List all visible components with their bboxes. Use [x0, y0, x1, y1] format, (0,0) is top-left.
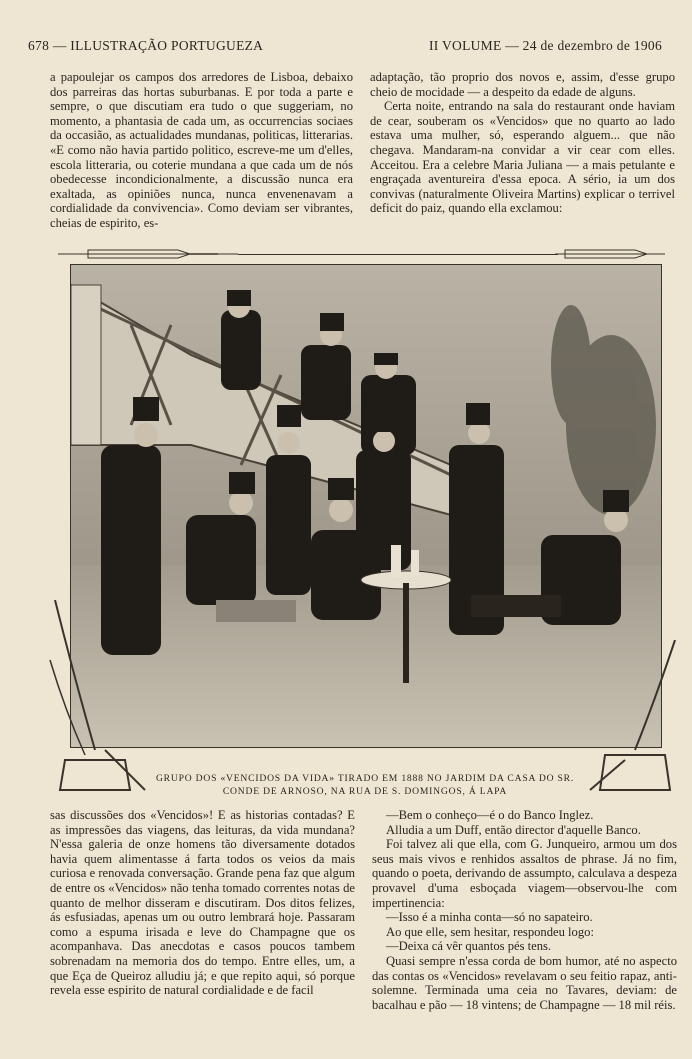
header-right: II VOLUME — 24 de dezembro de 1906	[428, 38, 662, 53]
pen-ornament-left-icon	[58, 246, 238, 262]
paragraph: sas discussões dos «Vencidos»! E as historias contadas? E as impressões das viagens, das leituras, da vida mundana? N'essa galeria de onze homens tão diversamente dotados havia quem alimentasse á farta todos os veios da mais curiosa e renovada conversação. Grande pena faz que algum de entre os «Vencidos» não tenha tomado correntes notas de quanto de melhor disseram e discutiram. Dos ditos felizes, ás esfusiadas, apenas um ou outro lembrará hoje. Passaram como a espuma irisada e leve do Champagne que os acompanhava. Das anecdotas e casos poucos tambem sobrenadam na memoria dos do tempo. Entre elles, um, a que Eça de Queiroz alludiu já; e que repito aqui, só porque revela esse espirito de natural cordialidade e de facil	[50, 808, 355, 998]
header-left: 678 — ILLUSTRAÇÃO PORTUGUEZA	[28, 38, 264, 53]
column-top-right	[370, 70, 675, 216]
column-top-left	[50, 70, 353, 231]
ornament-rule	[238, 254, 558, 255]
inkwell-ornament-left-icon	[45, 600, 155, 800]
group-photograph	[70, 264, 662, 748]
pen-ornament-right-icon	[555, 246, 665, 262]
paragraph: —Bem o conheço—é o do Banco Inglez.	[386, 808, 594, 822]
paragraph: Ao que elle, sem hesitar, respondeu logo:	[386, 924, 594, 939]
paragraph: Foi talvez ali que ella, com G. Junqueiro, armou um dos seus mais vivos e renhidos assaltos de phrase. Já no fim, quando o poeta, derivando de assumpto, calculava a despeza provavel d'uma esboçada viagem—observou-lhe com impertinencia:	[372, 837, 677, 910]
column-bottom-left	[50, 808, 355, 998]
paragraph: adaptação, tão proprio dos novos e, assim, d'esse grupo cheio de mocidade — a despeito da edade de alguns.	[370, 70, 675, 99]
column-bottom-right	[372, 808, 677, 1012]
photo-scene	[71, 265, 661, 747]
photo-caption: GRUPO DOS «VENCIDOS DA VIDA» TIRADO EM 1888 NO JARDIM DA CASA DO SR. CONDE DE ARNOSO, NA RUA DE S. DOMINGOS, Á LAPA	[155, 773, 575, 797]
paragraph: a papoulejar os campos dos arredores de Lisboa, debaixo dos parreiras das hortas suburbanas. E por toda a parte e sempre, o que discutiam era tudo o que suggeriam, no momento, a phantasia de cada um, as occurrencias sociaes da occasião, as actualidades mundanas, politicas, litterarias. «E como não havia partido politico, escreve-me um d'elles, escola litteraria, ou coterie mundana a que cada um de nós obedecesse incondicionalmente, a discussão nunca era exaltada, as opiniões nunca, nunca envenenavam a cordialidade da convivencia». Como deviam ser vibrantes, cheias de espirito, es-	[50, 70, 353, 230]
paragraph: —Isso é a minha conta—só no sapateiro.	[386, 910, 593, 925]
inkwell-ornament-right-icon	[585, 640, 685, 795]
paragraph: —Deixa cá vêr quantos pés tens.	[386, 939, 552, 954]
paragraph: Alludia a um Duff, então director d'aquelle Banco.	[386, 822, 641, 837]
page-header	[28, 38, 662, 54]
paragraph: Certa noite, entrando na sala do restaurant onde haviam de cear, souberam os «Vencidos» que no quarto ao lado estava uma mulher, só, esperando alguem... que não chegava. Mandaram-na convidar a vir cear com elles. Acceitou. Era a celebre Maria Juliana — a mais petulante e engraçada aventureira d'essa epoca. A sério, ia um dos convivas (naturalmente Oliveira Martins) explicar o terrivel deficit do paiz, quando ella exclamou:	[370, 99, 675, 216]
paragraph: Quasi sempre n'essa corda de bom humor, até no aspecto das contas os «Vencidos» revelavam o seu feitio rapaz, anti-solemne. Terminada uma ceia no Tavares, deviam: de bacalhau e pão — 18 vintens; de Champagne — 18 mil réis.	[372, 953, 677, 1012]
